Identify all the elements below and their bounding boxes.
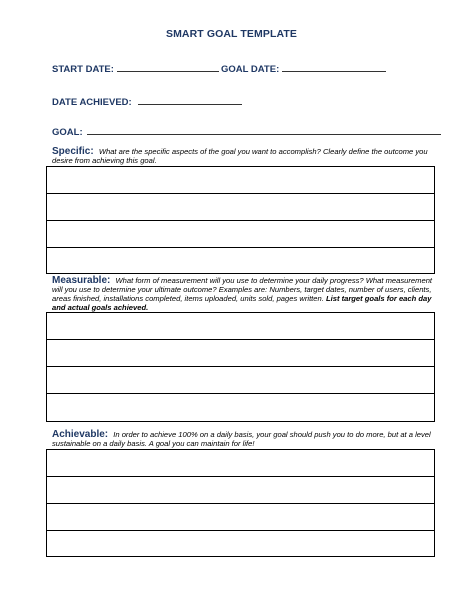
measurable-row[interactable] — [47, 313, 434, 340]
specific-box — [46, 166, 435, 274]
measurable-section — [52, 276, 436, 312]
goal-date-label: GOAL DATE: — [221, 64, 280, 75]
achievable-section — [52, 430, 436, 448]
start-date-field — [52, 62, 219, 75]
achievable-heading: Achievable: — [52, 429, 109, 440]
achievable-row[interactable] — [47, 531, 434, 556]
goal-label: GOAL: — [52, 127, 83, 138]
specific-section — [52, 147, 436, 165]
specific-row[interactable] — [47, 167, 434, 194]
date-achieved-field — [52, 95, 242, 108]
specific-row[interactable] — [47, 248, 434, 273]
date-achieved-line[interactable] — [138, 95, 242, 105]
measurable-heading: Measurable: — [52, 275, 111, 286]
page-title: SMART GOAL TEMPLATE — [165, 28, 297, 40]
achievable-row[interactable] — [47, 477, 434, 504]
achievable-text: In order to achieve 100% on a daily basis, your goal should push you to do more, but at a level sustainable on a daily basis. A goal you can maintain for life! — [52, 430, 431, 448]
goal-field — [52, 125, 441, 138]
specific-row[interactable] — [47, 194, 434, 221]
specific-heading: Specific: — [52, 146, 94, 157]
goal-date-line[interactable] — [282, 62, 386, 72]
measurable-row[interactable] — [47, 340, 434, 367]
specific-text: What are the specific aspects of the goal you want to accomplish? Clearly define the outcome you desire from achieving this goal. — [52, 147, 428, 165]
goal-date-field — [221, 62, 386, 75]
measurable-text: What form of measurement will you use to determine your daily progress? What measurement will you use to determine your ultimate outcome? Examples are: Numbers, target dates, number of users, clients, areas finished, installations completed, items uploaded, units sold, pages written. — [52, 276, 433, 303]
measurable-emphasis: List target goals for each day and actual goals achieved. — [52, 294, 432, 312]
specific-row[interactable] — [47, 221, 434, 248]
achievable-description — [52, 430, 436, 448]
measurable-row[interactable] — [47, 394, 434, 421]
achievable-row[interactable] — [47, 504, 434, 531]
achievable-box — [46, 449, 435, 557]
start-date-line[interactable] — [117, 62, 219, 72]
measurable-box — [46, 312, 435, 422]
specific-description — [52, 147, 436, 165]
start-date-label: START DATE: — [52, 64, 114, 75]
date-achieved-label: DATE ACHIEVED: — [52, 97, 132, 108]
measurable-row[interactable] — [47, 367, 434, 394]
measurable-description — [52, 276, 436, 312]
goal-line[interactable] — [87, 125, 441, 135]
achievable-row[interactable] — [47, 450, 434, 477]
